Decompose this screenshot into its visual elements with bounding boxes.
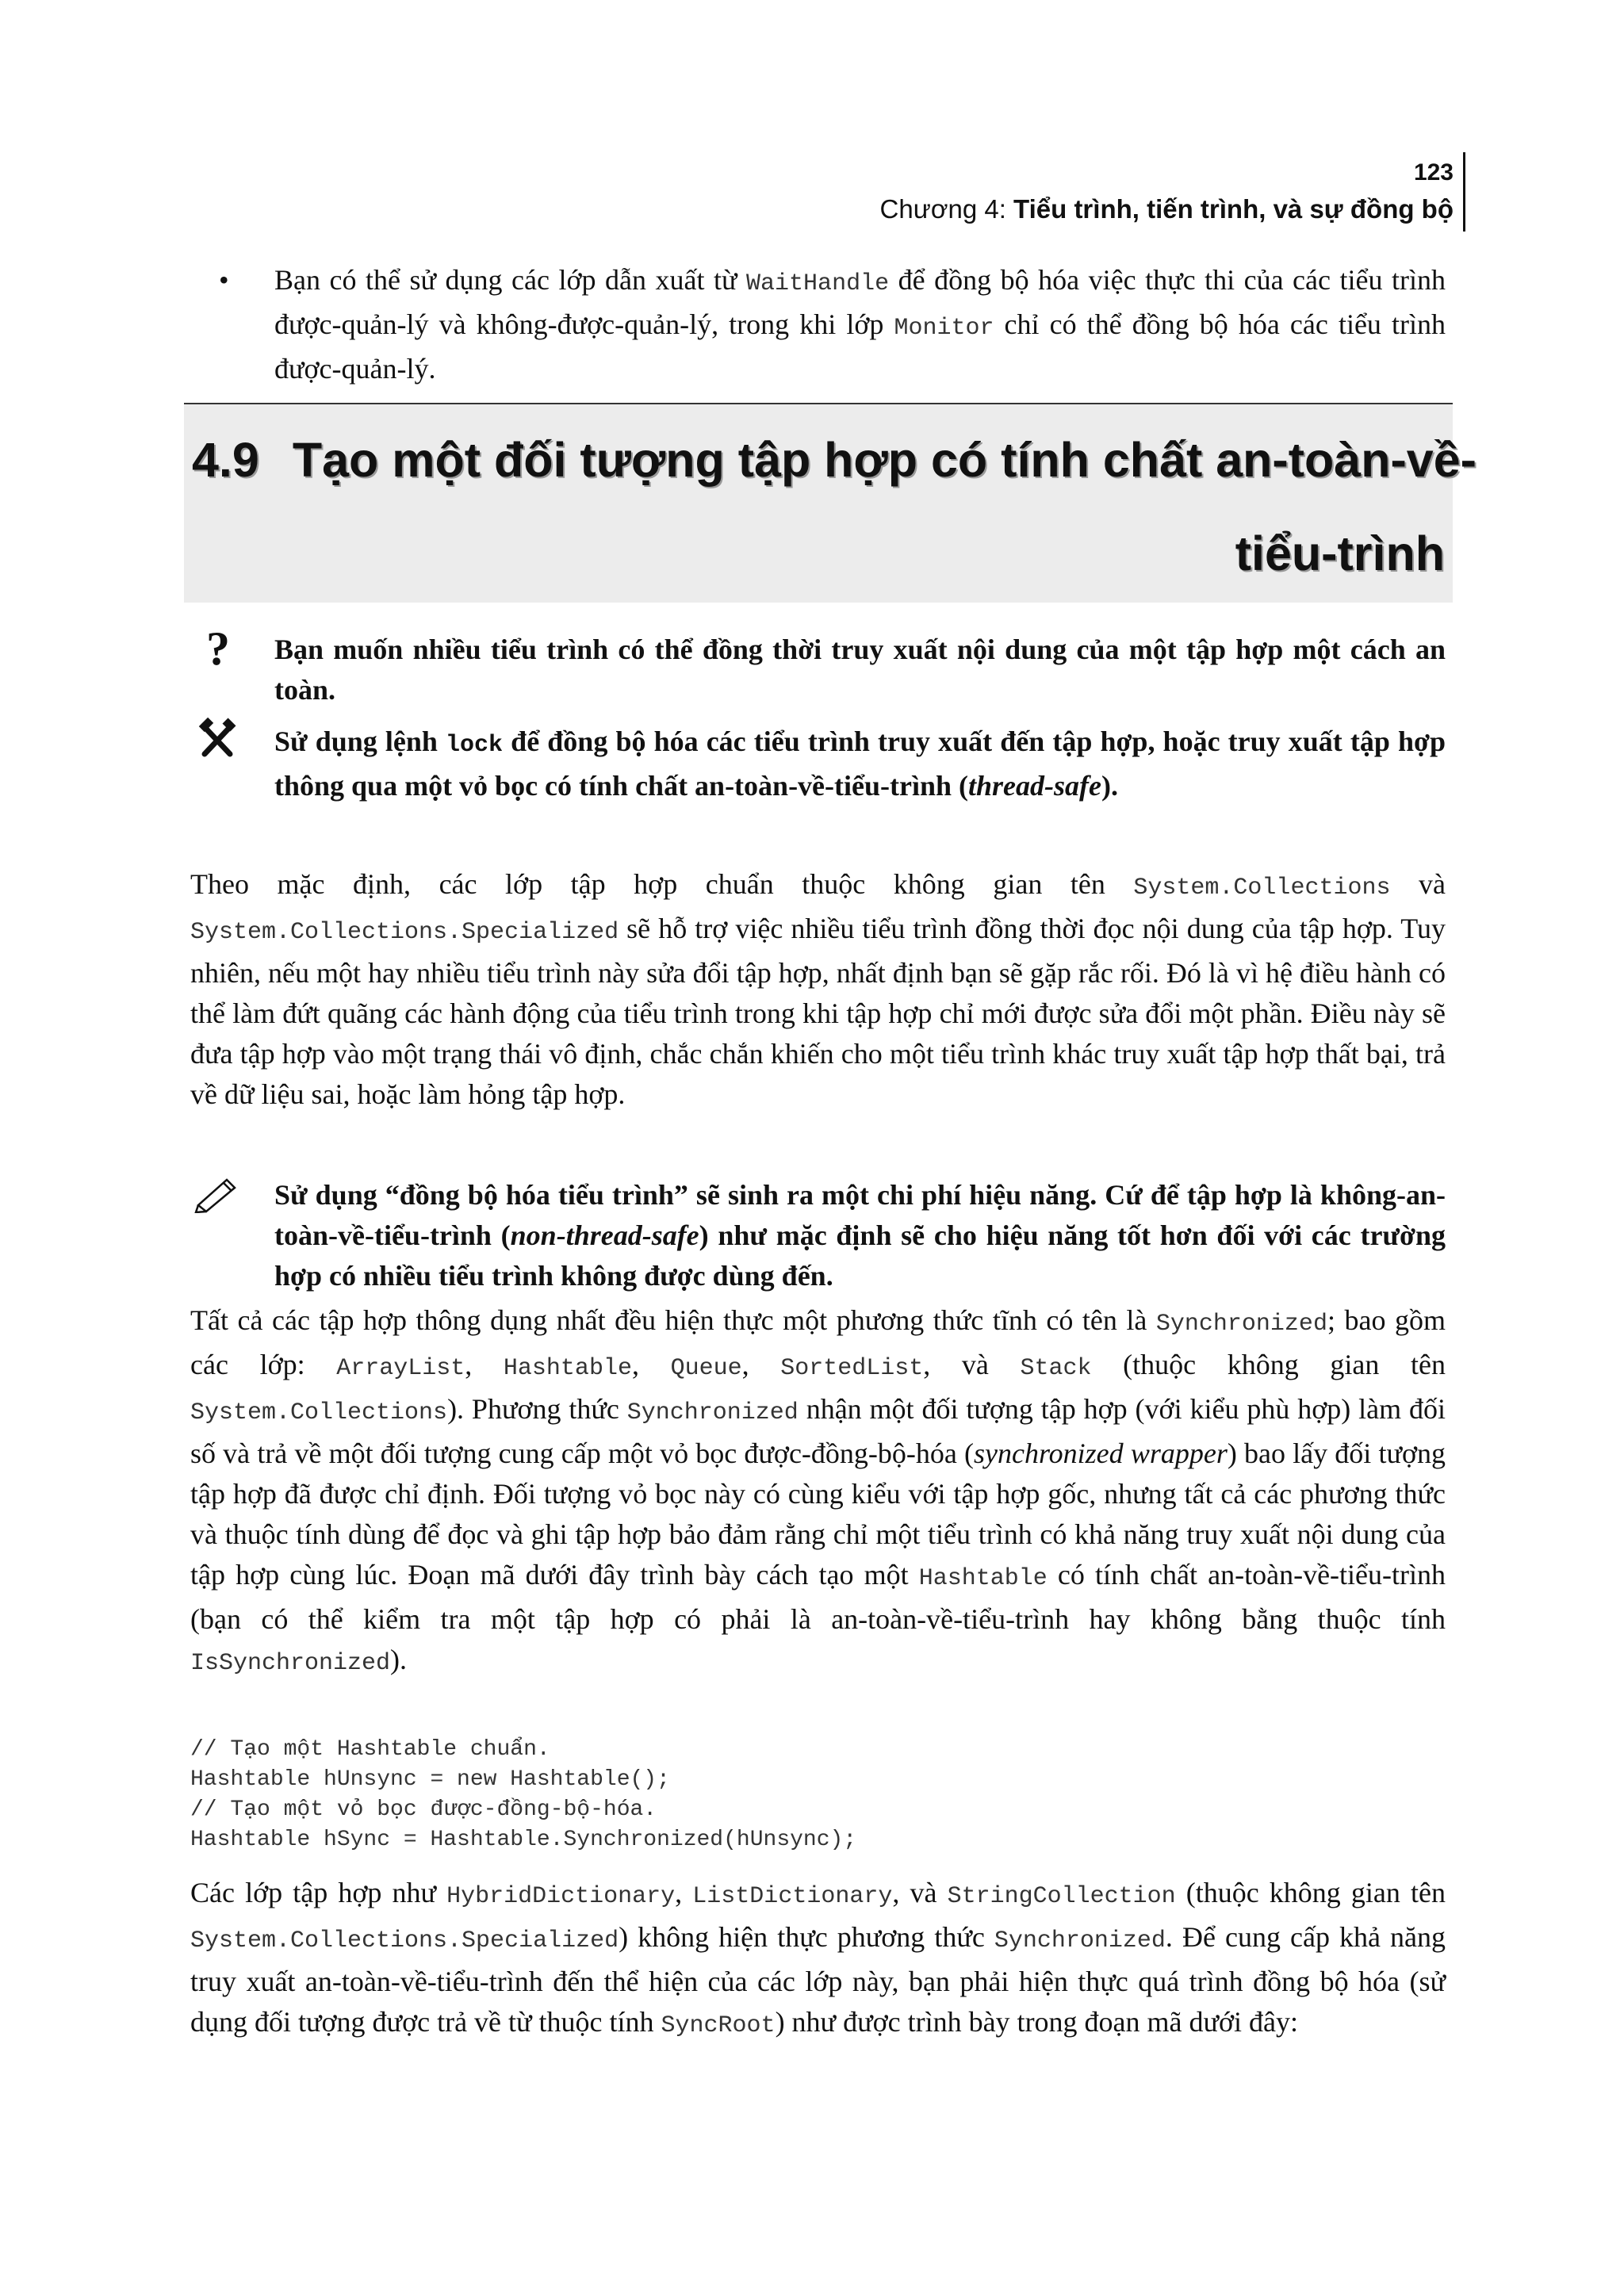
code-term: Queue [670, 1355, 742, 1382]
text-run: Bạn có thể sử dụng các lớp dẫn xuất từ [274, 264, 747, 296]
paragraph-3 [190, 1873, 1446, 2046]
pencil-note-icon [193, 1173, 241, 1213]
code-term: HybridDictionary [446, 1883, 676, 1910]
text-run: (thuộc không gian tên [1091, 1349, 1446, 1380]
header-rule [1463, 152, 1465, 232]
text-run: , [675, 1877, 693, 1908]
italic-term: non-thread-safe [510, 1219, 699, 1251]
text-run: có tính chất an-toàn-về-tiểu-trình (bạn có thể kiểm tra một tập hợp có phải là an-toàn-về-tiểu-trình hay không bằng thuộc tính [190, 1559, 1446, 1635]
text-run: ) bao lấy đối tượng tập hợp đã được chỉ định. Đối tượng vỏ bọc này có cùng kiểu với tập hợp gốc, nhưng tất cả các phương thức và thuộc tính dùng để đọc và ghi tập hợp bảo đảm rằng chỉ một tiểu trình có khả năng truy xuất nội dung của tập hợp cùng lúc. Đoạn mã dưới đây trình bày cách tạo một [190, 1437, 1446, 1591]
text-run: Sử dụng “đồng bộ hóa tiểu trình” sẽ sinh ra một chi phí hiệu năng. Cứ để tập hợp là không-an-toàn-về-tiểu-trình ( [274, 1179, 1446, 1251]
text-run: Sử dụng lệnh [274, 725, 446, 757]
chapter-name: Tiểu trình, tiến trình, và sự đồng bộ [1013, 194, 1454, 224]
code-term: Hashtable [918, 1565, 1048, 1592]
problem-statement: Bạn muốn nhiều tiểu trình có thể đồng thời truy xuất nội dung của một tập hợp một cách an toàn. [274, 634, 1446, 706]
code-line: Hashtable hUnsync = new Hashtable(); [190, 1767, 670, 1792]
text-run: để đồng bộ hóa các tiểu trình truy xuất đến tập hợp, hoặc truy xuất tập hợp thông qua một vỏ bọc có tính chất an-toàn-về-tiểu-trình ( [274, 725, 1446, 802]
code-term: ArrayList [336, 1355, 465, 1382]
bullet-dot: • [219, 264, 229, 296]
text-run: , [741, 1349, 781, 1380]
code-term: WaitHandle [746, 270, 890, 297]
section-heading [184, 403, 1477, 603]
section-number: 4.9 [192, 433, 259, 487]
text-run: (thuộc không gian tên [1175, 1877, 1446, 1908]
code-term: Hashtable [503, 1355, 632, 1382]
text-run: , [465, 1349, 504, 1380]
italic-term: synchronized wrapper [974, 1437, 1228, 1469]
code-term: SyncRoot [661, 2012, 776, 2039]
text-run: , và [892, 1877, 948, 1908]
text-run: ) không hiện thực phương thức [619, 1921, 994, 1953]
paragraph-2 [190, 1300, 1446, 1684]
page-number: 123 [1413, 159, 1454, 186]
text-run: chỉ có thể đồng bộ hóa các tiểu trình được-quản-lý. [274, 308, 1446, 385]
code-term: Stack [1020, 1355, 1092, 1382]
text-run: ). Phương thức [447, 1393, 627, 1425]
code-term: SortedList [780, 1355, 924, 1382]
paragraph-1 [190, 864, 1446, 1115]
code-term: System.Collections [190, 1399, 448, 1426]
text-run: ; bao gồm các lớp: [190, 1304, 1446, 1380]
text-run: ) như mặc định sẽ cho hiệu năng tốt hơn đối với các trường hợp có nhiều tiểu trình không được dùng đến. [274, 1219, 1446, 1292]
text-run: . Để cung cấp khả năng truy xuất an-toàn-về-tiểu-trình đến thể hiện của các lớp này, bạn phải hiện thực quá trình đồng bộ hóa (sử dụng đối tượng được trả về từ thuộc tính [190, 1921, 1446, 2038]
code-term: Synchronized [626, 1399, 799, 1426]
code-line: Hashtable hSync = Hashtable.Synchronized(hUnsync); [190, 1828, 857, 1852]
text-run: , và [923, 1349, 1021, 1380]
code-term: Synchronized [1155, 1311, 1327, 1338]
code-term: System.Collections.Specialized [190, 1927, 619, 1954]
solution-statement [274, 722, 1446, 806]
running-header [880, 159, 1454, 227]
section-title-text: Tạo một đối tượng tập hợp có tính chất an-toàn-về- [292, 433, 1477, 487]
section-title-line1 [192, 428, 1477, 492]
code-term: Monitor [894, 315, 994, 342]
text-run: ) như được trình bày trong đoạn mã dưới đây: [775, 2006, 1299, 2038]
bullet-text [274, 260, 1446, 389]
text-run: nhận một đối tượng tập hợp (với kiểu phù hợp) làm đối số và trả về một đối tượng cung cấp một vỏ bọc được-đồng-bộ-hóa ( [190, 1393, 1446, 1469]
chapter-title [880, 192, 1454, 227]
svg-text:?: ? [206, 626, 230, 671]
code-term: System.Collections [1133, 875, 1391, 902]
code-term: Synchronized [994, 1927, 1166, 1954]
question-mark-icon [198, 626, 238, 671]
code-term: System.Collections.Specialized [190, 919, 619, 946]
text-run: Các lớp tập hợp như [190, 1877, 447, 1908]
text-run: ). [1101, 770, 1118, 802]
code-term: StringCollection [947, 1883, 1176, 1910]
text-run: sẽ hỗ trợ việc nhiều tiểu trình đồng thời đọc nội dung của tập hợp. Tuy nhiên, nếu một hay nhiều tiểu trình này sửa đổi tập hợp, nhất định bạn sẽ gặp rắc rối. Đó là vì hệ điều hành có thể làm đứt quãng các hành động của tiểu trình trong khi tập hợp chỉ mới được sửa đổi một phần. Điều này sẽ đưa tập hợp vào một trạng thái vô định, chắc chắn khiến cho một tiểu trình khác truy xuất tập hợp thất bại, trả về dữ liệu sai, hoặc làm hỏng tập hợp. [190, 913, 1446, 1110]
text-run: Tất cả các tập hợp thông dụng nhất đều hiện thực một phương thức tĩnh có tên là [190, 1304, 1156, 1336]
section-title-line2: tiểu-trình [1235, 526, 1445, 580]
text-run: , [631, 1349, 671, 1380]
code-sample [190, 1735, 1446, 1855]
text-run: và [1390, 868, 1446, 900]
code-term: ListDictionary [692, 1883, 893, 1910]
note-statement [274, 1175, 1446, 1296]
tools-icon [198, 718, 238, 762]
chapter-prefix: Chương 4: [879, 194, 1014, 224]
code-line: // Tạo một Hashtable chuẩn. [190, 1737, 550, 1762]
text-run: Theo mặc định, các lớp tập hợp chuẩn thuộc không gian tên [190, 868, 1134, 900]
text-run: để đồng bộ hóa việc thực thi của các tiểu trình được-quản-lý và không-được-quản-lý, trong khi lớp [274, 264, 1446, 340]
code-term: IsSynchronized [190, 1650, 391, 1677]
text-run: ). [390, 1644, 408, 1675]
code-term: lock [446, 732, 504, 759]
code-line: // Tạo một vỏ bọc được-đồng-bộ-hóa. [190, 1797, 657, 1822]
italic-term: thread-safe [968, 770, 1101, 802]
